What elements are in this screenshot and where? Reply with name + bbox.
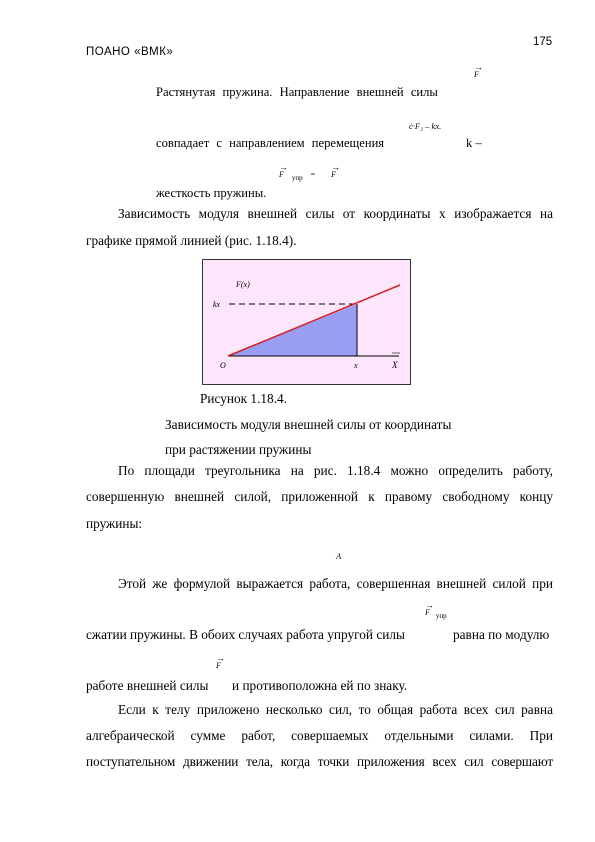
figure-caption-number: Рисунок 1.18.4. [200, 391, 288, 406]
paragraph1-line2: графике прямой линией (рис. 1.18.4). [86, 233, 297, 248]
f-upr-subscript-2: упр [435, 611, 447, 620]
k-dash: k – [466, 136, 482, 150]
paragraph2-line3: пружины: [86, 516, 143, 531]
f-upr-symbol [425, 608, 447, 620]
paragraph3-line1: Этой же формулой выражается работа, совершенная внешней силой при [118, 576, 553, 591]
paragraph2-line1: По площади треугольника на рис. 1.18.4 можно определить работу, [118, 463, 553, 478]
paragraph1-line1: Зависимость модуля внешней силы от координаты x изображается на [118, 206, 553, 221]
f-upr-vector: → F [279, 170, 284, 179]
paragraph3-line3a: работе внешней силы [86, 678, 209, 693]
figure-svg [203, 260, 410, 384]
origin-label: O [220, 361, 226, 370]
f-minus-vector: → F [331, 170, 336, 179]
equals-sign: = [310, 170, 316, 179]
figure-caption-line1: Зависимость модуля внешней силы от координаты [165, 417, 452, 432]
force-symbol: → F [474, 70, 479, 79]
x-tick-label: x [354, 361, 358, 370]
equality-formula [279, 170, 336, 182]
paragraph4-line3: поступательном движении тела, когда точки приложения всех сил совершают [86, 754, 553, 769]
paragraph4-line2: алгебраической сумме работ, совершаемых отдельными силами. При [86, 728, 553, 743]
paragraph3-line2b: равна по модулю [453, 627, 550, 642]
figure-caption-line2: при растяжении пружины [165, 442, 312, 457]
paragraph4-line1: Если к телу приложено несколько сил, то общая работа всех сил равна [118, 702, 553, 717]
hooke-formula: ċ·F₂ – kx. [409, 121, 442, 131]
y-axis-label: F(x) [236, 280, 250, 289]
org-header: ПОАНО «ВМК» [86, 46, 174, 58]
formula-a: A [336, 551, 342, 561]
f-ext-symbol: → F [216, 661, 221, 670]
x-axis-label: X [392, 360, 398, 370]
intro-line3: жесткость пружины. [156, 186, 267, 200]
figure-chart [202, 259, 411, 385]
intro-line1: Растянутая пружина. Направление внешней силы [156, 85, 438, 99]
f-upr-subscript: упр [291, 173, 303, 182]
paragraph2-line2: совершенную внешней силой, приложенной к правому свободному концу [86, 489, 553, 504]
paragraph3-line3b: и противоположна ей по знаку. [232, 678, 408, 693]
kx-label: kx [213, 300, 221, 309]
f-upr-vector-2: → F [425, 608, 430, 617]
paragraph3-line2a: сжатии пружины. В обоих случаях работа упругой силы [86, 627, 405, 642]
intro-line2: совпадает с направлением перемещения [156, 136, 385, 150]
page-number: 175 [533, 36, 553, 48]
